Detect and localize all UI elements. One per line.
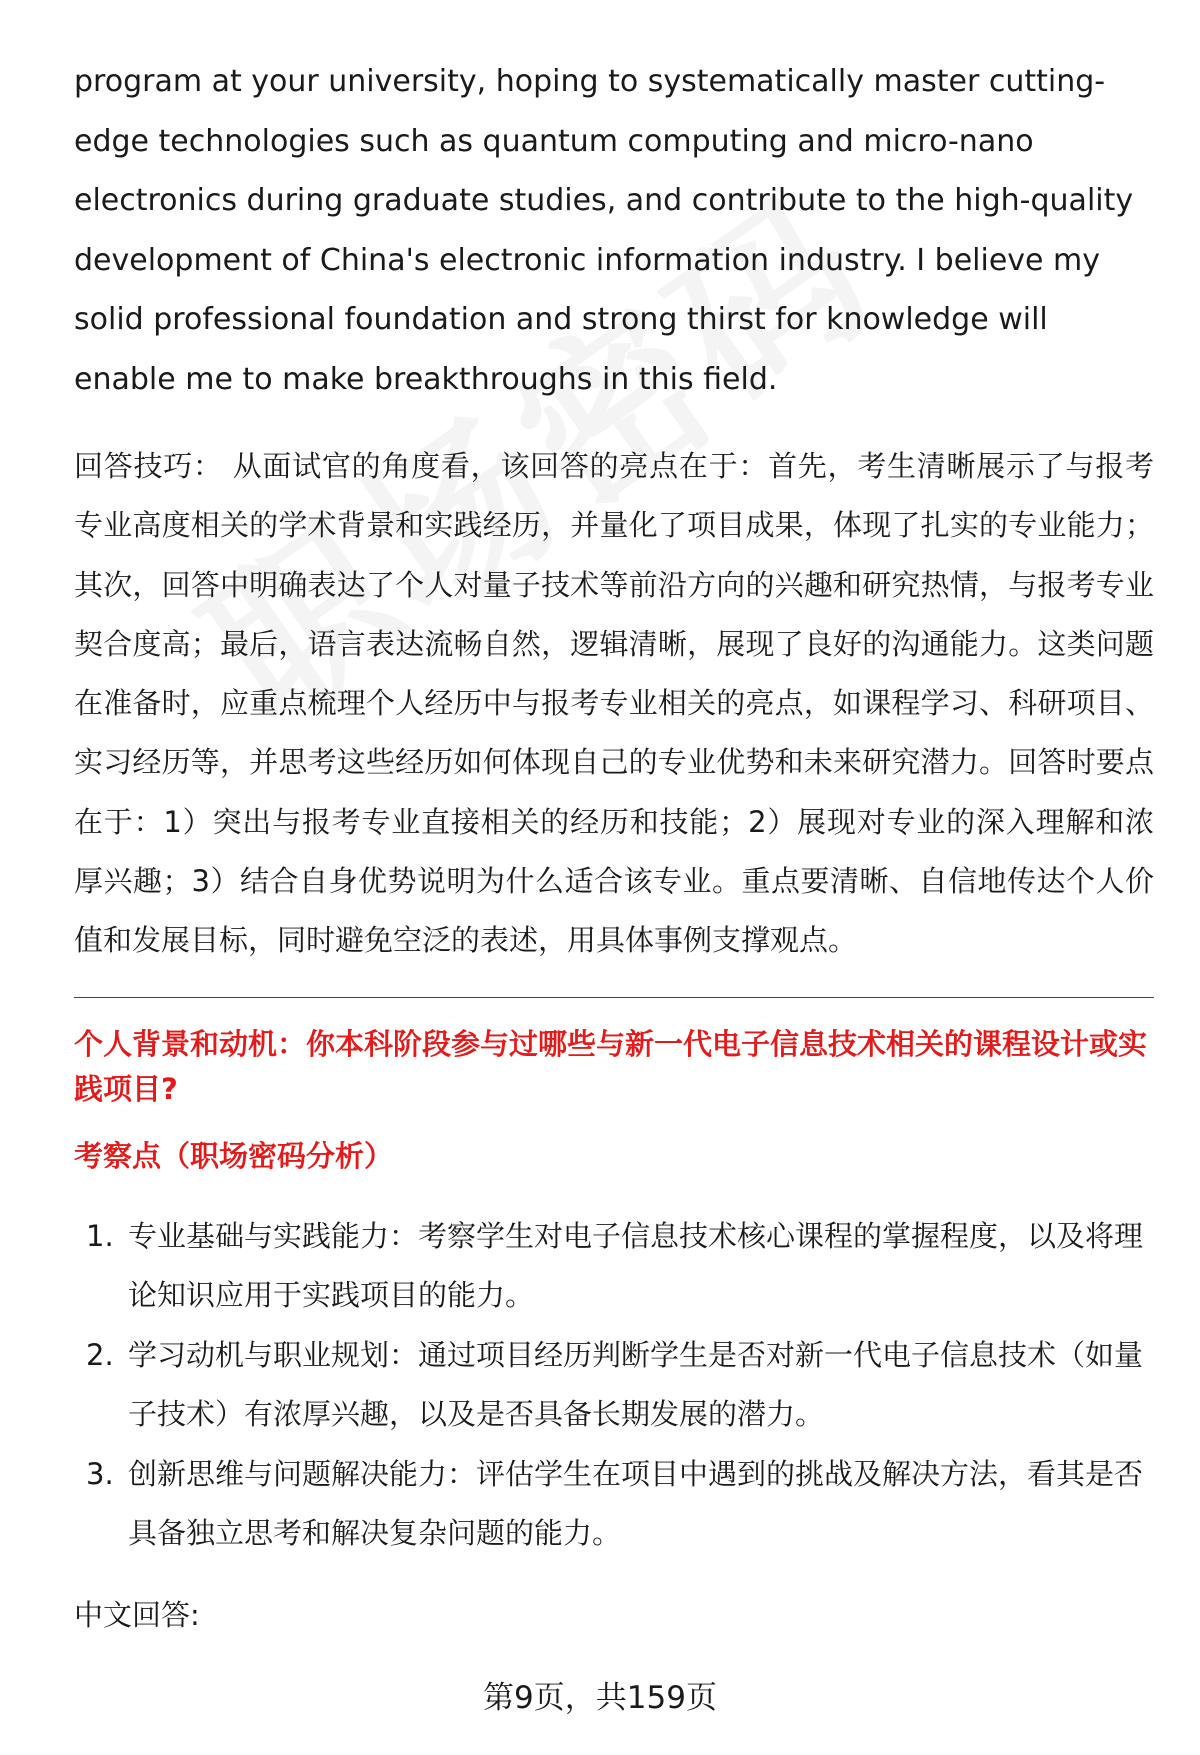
page-number: 第9页，共159页 (483, 1680, 717, 1716)
section-divider (74, 997, 1154, 998)
list-item (74, 1445, 1154, 1564)
document-body (74, 52, 1154, 1645)
assessment-points-heading: 考察点（职场密码分析） (74, 1138, 394, 1173)
list-item-text: 创新思维与问题解决能力：评估学生在项目中遇到的挑战及解决方法，看其是否具备独立思考和解决复杂问题的能力。 (128, 1456, 1144, 1551)
list-number: 2. (86, 1337, 114, 1372)
list-number: 3. (86, 1456, 114, 1491)
interview-question: 个人背景和动机：你本科阶段参与过哪些与新一代电子信息技术相关的课程设计或实践项目? (74, 1026, 1148, 1106)
list-number: 1. (86, 1218, 114, 1253)
chinese-answer-label: 中文回答: (74, 1597, 200, 1632)
assessment-points-list (74, 1207, 1154, 1564)
list-item-text: 专业基础与实践能力：考察学生对电子信息技术核心课程的掌握程度，以及将理论知识应用于实践项目的能力。 (128, 1218, 1144, 1313)
list-item (74, 1207, 1154, 1326)
list-item-text: 学习动机与职业规划：通过项目经历判断学生是否对新一代电子信息技术（如量子技术）有浓厚兴趣，以及是否具备长期发展的潜力。 (128, 1337, 1144, 1432)
english-answer-paragraph: program at your university, hoping to systematically master cutting-edge technologies such as quantum computing and micro-nano electronics during graduate studies, and contribute to the high-quality development of China's electronic information industry. I believe my solid professional foundation and strong thirst for knowledge will enable me to make breakthroughs in this field. (74, 64, 1134, 397)
answer-tips-paragraph: 回答技巧： 从面试官的角度看，该回答的亮点在于：首先，考生清晰展示了与报考专业高度相关的学术背景和实践经历，并量化了项目成果，体现了扎实的专业能力；其次，回答中明确表达了个人对量子技术等前沿方向的兴趣和研究热情，与报考专业契合度高；最后，语言表达流畅自然，逻辑清晰，展现了良好的沟通能力。这类问题在准备时，应重点梳理个人经历中与报考专业相关的亮点，如课程学习、科研项目、实习经历等，并思考这些经历如何体现自己的专业优势和未来研究潜力。回答时要点在于：1）突出与报考专业直接相关的经历和技能；2）展现对专业的深入理解和浓厚兴趣；3）结合自身优势说明为什么适合该专业。重点要清晰、自信地传达个人价值和发展目标，同时避免空泛的表述，用具体事例支撑观点。 (74, 449, 1154, 958)
list-item (74, 1326, 1154, 1445)
